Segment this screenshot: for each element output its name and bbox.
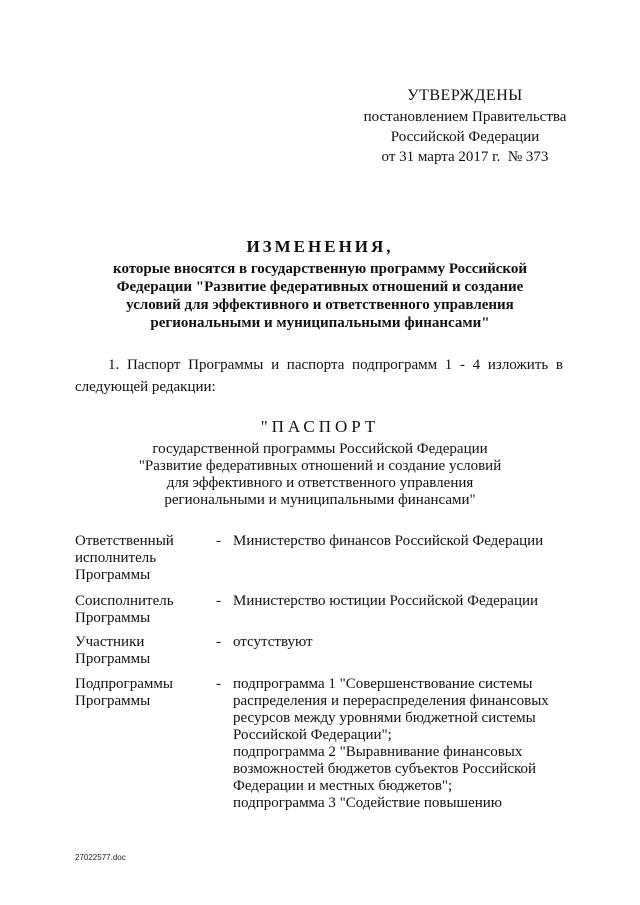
row-value-line: Федерации и местных бюджетов";	[233, 778, 453, 794]
row-label-line: Программы	[75, 693, 151, 709]
row-label-line: Участники	[75, 634, 145, 650]
passport-subtitle-line: региональными и муниципальными финансами"	[164, 492, 476, 508]
row-value-line: отсутствуют	[233, 634, 313, 650]
row-label-line: Программы	[75, 610, 151, 626]
row-label	[75, 593, 205, 627]
row-label	[75, 634, 205, 668]
paragraph-1: 1. Паспорт Программы и паспорта подпрограмм 1 - 4 изложить в следующей редакции:	[75, 357, 563, 395]
approval-block	[330, 86, 600, 167]
row-label-line: Программы	[75, 651, 151, 667]
row-value-line: Российской Федерации";	[233, 727, 392, 743]
changes-subtitle-line: условий для эффективного и ответственного управления	[126, 297, 514, 313]
changes-subtitle-line: Федерации "Развитие федеративных отношений и создание	[116, 279, 524, 295]
row-label-line: Программы	[75, 567, 151, 583]
row-value-line: распределения и перераспределения финансовых	[233, 693, 549, 709]
row-value-line: ресурсов между уровнями бюджетной системы	[233, 710, 536, 726]
approval-line-1: постановлением Правительства	[363, 109, 567, 125]
document-id: 27022577.doc	[75, 853, 126, 862]
row-value-line: Министерство юстиции Российской Федерации	[233, 593, 539, 609]
row-dash: -	[216, 634, 221, 650]
changes-subtitle-line: которые вносятся в государственную программу Российской	[113, 261, 527, 277]
row-dash: -	[216, 593, 221, 609]
approval-number: № 373	[507, 149, 549, 165]
approval-date-line	[330, 147, 600, 167]
row-value-line: подпрограмма 2 "Выравнивание финансовых	[233, 744, 523, 760]
row-value-line: подпрограмма 3 "Содействие повышению	[233, 795, 503, 811]
approval-line-2: Российской Федерации	[390, 129, 540, 145]
passport-subtitle-line: для эффективного и ответственного управления	[166, 475, 474, 491]
passport-title: "ПАСПОРТ	[260, 417, 380, 436]
passport-subtitle-line: "Развитие федеративных отношений и создание условий	[138, 458, 502, 474]
changes-subtitle-line: региональными и муниципальными финансами"	[150, 315, 490, 331]
row-label	[75, 676, 205, 710]
row-value-line: подпрограмма 1 "Совершенствование системы	[233, 676, 533, 692]
changes-subtitle	[90, 260, 550, 332]
row-dash: -	[216, 676, 221, 692]
passport-subtitle	[100, 441, 540, 509]
row-label-line: исполнитель	[75, 550, 157, 566]
row-value-line: возможностей бюджетов субъектов Российской	[233, 761, 537, 777]
row-label-line: Ответственный	[75, 533, 174, 549]
approval-date: от 31 марта 2017 г.	[381, 149, 501, 165]
row-value	[233, 676, 563, 812]
row-value	[233, 533, 563, 550]
row-label	[75, 533, 205, 584]
changes-title: ИЗМЕНЕНИЯ,	[246, 237, 394, 256]
passport-subtitle-line: государственной программы Российской Федерации	[152, 441, 488, 457]
row-label-line: Подпрограммы	[75, 676, 173, 692]
row-value	[233, 634, 563, 651]
row-label-line: Соисполнитель	[75, 593, 174, 609]
approval-heading: УТВЕРЖДЕНЫ	[407, 87, 523, 104]
row-value-line: Министерство финансов Российской Федерации	[233, 533, 544, 549]
row-value	[233, 593, 563, 610]
row-dash: -	[216, 533, 221, 549]
